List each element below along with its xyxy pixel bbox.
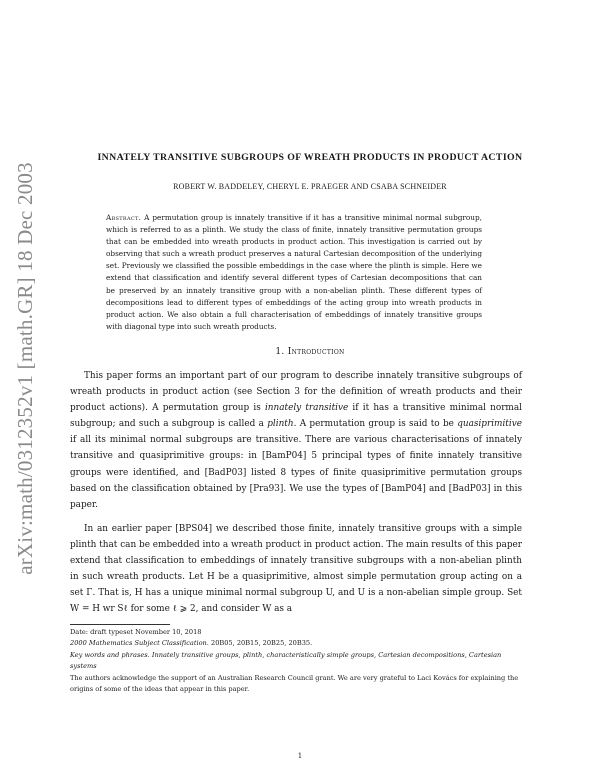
term-quasiprimitive: quasiprimitive <box>457 419 522 430</box>
footnotes <box>70 624 525 695</box>
section-heading <box>70 347 550 357</box>
paper-authors: ROBERT W. BADDELEY, CHERYL E. PRAEGER AND CSABA SCHNEIDER <box>173 182 447 191</box>
section-number: 1. <box>275 347 285 357</box>
keywords-label: Key words and phrases. <box>70 650 150 659</box>
paragraph-2: In an earlier paper [BPS04] we described those finite, innately transitive groups with a simple plinth that can be embedded into a wreath product in product action. The main results of this paper extend that classification to embeddings of innately transitive subgroups with a non-abelian plinth in such wreath products. Let H be a quasiprimitive, almost simple permutation group acting on a set Γ. That is, H has a unique minimal normal subgroup U, and U is a non-abelian simple group. Set W = H wr Sℓ for some ℓ ⩾ 2, and consider W as a <box>70 523 522 615</box>
msc-codes: 20B05, 20B15, 20B25, 20B35. <box>208 639 313 648</box>
paragraph-1 <box>70 368 522 513</box>
footnote-date: Date: draft typeset November 10, 2018 <box>70 628 202 636</box>
footnote-rule <box>70 624 170 625</box>
abstract-label: Abstract. <box>106 213 142 222</box>
arxiv-identifier: arXiv:math/0312352v1 [math.GR] 18 Dec 2003 <box>12 161 37 575</box>
section-title: Introduction <box>287 347 345 357</box>
footnote-keywords <box>70 650 525 673</box>
paragraph-1-text-a: This paper forms an important part of our program to describe innately transitive subgroups of wreath products in product action (see Section 3 for the definition of wreath products and their product actions). A permutation group is <box>70 371 522 414</box>
paragraph-1-text-e: . A permutation group is said to be <box>293 419 458 430</box>
page-number: 1 <box>297 752 303 760</box>
msc-label: 2000 Mathematics Subject Classification. <box>70 639 209 648</box>
term-innately-transitive: innately transitive <box>264 403 349 414</box>
abstract-text: A permutation group is innately transitive if it has a transitive minimal normal subgroup, which is referred to as a plinth. We study the class of finite, innately transitive permutation groups that can be embedded into wreath products in product action. This investigation is carried out by observing that such a wreath product preserves a natural Cartesian decomposition of the underlying set. Previously we classified the possible embeddings in the case where the plinth is simple. Here we extend that classification and identify several different types of Cartesian decompositions that can be preserved by an innately transitive group with a non-abelian plinth. These different types of decompositions lead to different types of embeddings of the acting group into wreath products in product action. We also obtain a full characterisation of embeddings of innately transitive groups with diagonal type into such wreath products. <box>106 213 482 331</box>
footnote-msc <box>70 638 525 649</box>
paragraph-1-text-g: if all its minimal normal subgroups are transitive. There are various characterisations of innately transitive and quasiprimitive groups: in [BamP04] 5 principal types of finite innately transitive groups were identified, and [BadP03] listed 8 types of finite quasiprimitive permutation groups based on the classification obtained by [Pra93]. We use the types of [BamP04] and [BadP03] in this paper. <box>70 435 522 510</box>
abstract <box>106 212 482 333</box>
term-plinth: plinth <box>267 419 294 430</box>
keywords-text: Innately transitive groups, plinth, characteristically simple groups, Cartesian decompositions, Cartesian systems <box>70 650 502 671</box>
body-text <box>70 368 522 617</box>
footnote-acknowledgement: The authors acknowledge the support of an Australian Research Council grant. We are very grateful to Laci Kovács for explaining the origins of some of the ideas that appear in this paper. <box>70 673 519 694</box>
paper-title: INNATELY TRANSITIVE SUBGROUPS OF WREATH PRODUCTS IN PRODUCT ACTION <box>97 152 523 163</box>
paragraph-1-text-c: if it has a transitive minimal normal subgroup; and such a subgroup is called a <box>70 403 522 430</box>
